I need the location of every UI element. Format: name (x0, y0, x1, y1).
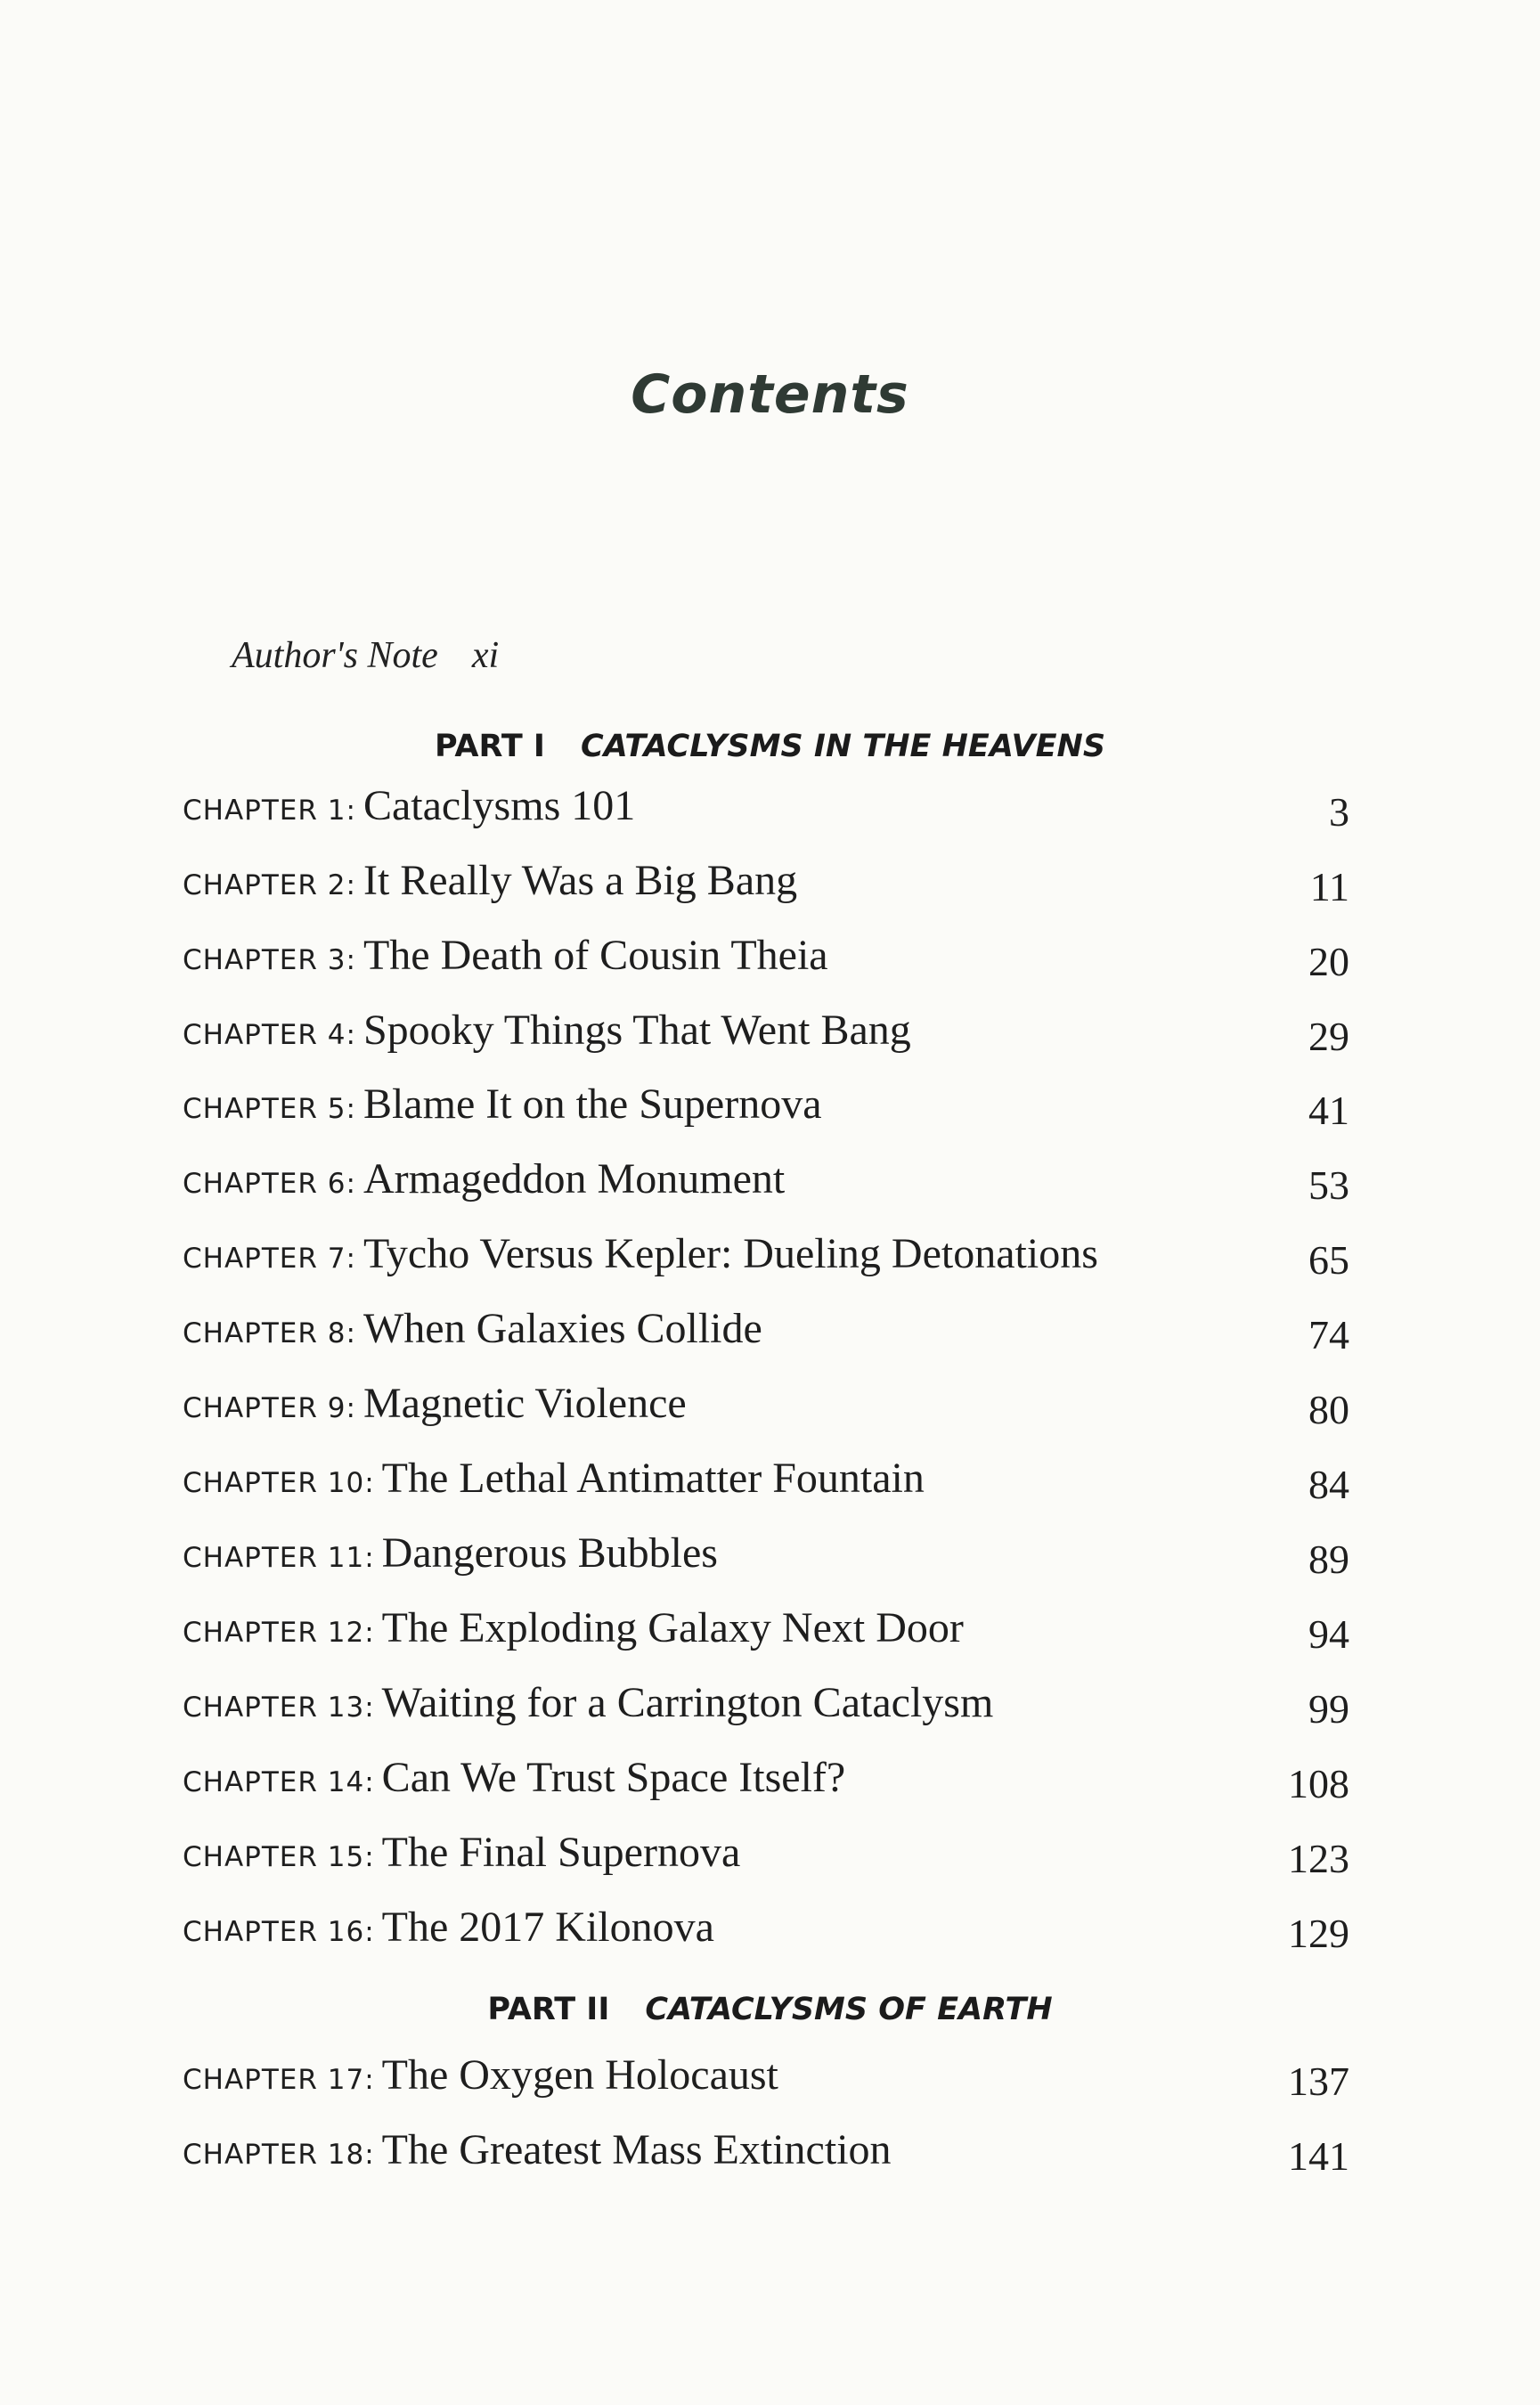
chapter-row (183, 1604, 1349, 1661)
chapter-page: 41 (1308, 1088, 1349, 1133)
chapter-label: CHAPTER 2: (183, 869, 356, 901)
chapter-row (183, 1305, 1349, 1362)
chapter-title: Magnetic Violence (363, 1380, 687, 1427)
chapter-row (183, 857, 1349, 914)
chapter-label: CHAPTER 18: (183, 2139, 375, 2171)
chapter-row (183, 1529, 1349, 1586)
chapter-label: CHAPTER 17: (183, 2064, 375, 2096)
author-note-label: Author's Note (232, 635, 438, 676)
chapter-label: CHAPTER 7: (183, 1243, 356, 1275)
chapter-title: The Exploding Galaxy Next Door (381, 1604, 964, 1651)
chapter-row (183, 1155, 1349, 1212)
chapter-label: CHAPTER 11: (183, 1542, 375, 1574)
chapter-page: 20 (1308, 939, 1349, 984)
chapter-page: 89 (1308, 1537, 1349, 1582)
chapter-page: 84 (1308, 1462, 1349, 1507)
part-number: PART II (487, 1992, 610, 2027)
chapter-page: 80 (1308, 1387, 1349, 1432)
chapter-title: Armageddon Monument (363, 1155, 786, 1202)
chapter-row (183, 1080, 1349, 1137)
chapter-label: CHAPTER 15: (183, 1841, 375, 1873)
chapter-label: CHAPTER 12: (183, 1617, 375, 1649)
chapter-page: 94 (1308, 1611, 1349, 1657)
chapter-row (183, 1754, 1349, 1811)
chapter-page: 74 (1308, 1312, 1349, 1357)
chapter-page: 129 (1288, 1911, 1349, 1956)
chapter-title: Cataclysms 101 (363, 782, 636, 829)
chapter-page: 99 (1308, 1686, 1349, 1732)
chapter-row (183, 1829, 1349, 1886)
chapter-title: Tycho Versus Kepler: Dueling Detonations (363, 1230, 1098, 1277)
chapter-title: The Death of Cousin Theia (363, 932, 828, 979)
chapter-label: CHAPTER 5: (183, 1093, 356, 1125)
chapter-label: CHAPTER 14: (183, 1766, 375, 1798)
chapter-page: 123 (1288, 1836, 1349, 1881)
chapter-row (183, 782, 1349, 839)
chapter-title: The Lethal Antimatter Fountain (381, 1455, 925, 1502)
chapter-title: Blame It on the Supernova (363, 1080, 822, 1128)
chapter-row (183, 932, 1349, 989)
chapter-row (183, 2051, 1349, 2108)
chapter-page: 53 (1308, 1162, 1349, 1208)
chapter-title: Waiting for a Carrington Cataclysm (381, 1679, 994, 1726)
page-title: Contents (631, 363, 909, 426)
chapter-page: 3 (1329, 789, 1349, 835)
chapter-title: The 2017 Kilonova (381, 1904, 714, 1951)
chapter-label: CHAPTER 1: (183, 795, 356, 827)
chapter-row (183, 1007, 1349, 1064)
chapter-row (183, 1679, 1349, 1736)
chapter-label: CHAPTER 16: (183, 1916, 375, 1948)
part-heading-2 (0, 1992, 1540, 2027)
chapter-title: It Really Was a Big Bang (363, 857, 798, 904)
chapter-title: When Galaxies Collide (363, 1305, 762, 1352)
author-note-entry (232, 634, 499, 677)
chapter-page: 108 (1288, 1761, 1349, 1806)
part-number: PART I (434, 729, 545, 764)
chapter-label: CHAPTER 9: (183, 1392, 356, 1424)
part-title: CATACLYSMS OF EARTH (645, 1992, 1053, 2027)
chapter-row (183, 1230, 1349, 1287)
chapter-page: 11 (1309, 864, 1349, 909)
part-title: CATACLYSMS IN THE HEAVENS (580, 729, 1106, 764)
chapter-label: CHAPTER 10: (183, 1467, 375, 1499)
chapter-label: CHAPTER 3: (183, 944, 356, 976)
chapter-label: CHAPTER 13: (183, 1692, 375, 1724)
chapter-row (183, 1904, 1349, 1961)
author-note-page: xi (471, 635, 500, 676)
chapter-title: The Final Supernova (381, 1829, 741, 1876)
chapter-row (183, 1455, 1349, 1512)
chapter-page: 141 (1288, 2133, 1349, 2179)
chapter-row (183, 1380, 1349, 1437)
chapter-page: 29 (1308, 1014, 1349, 1059)
chapter-title: The Oxygen Holocaust (381, 2051, 778, 2099)
part-heading-1 (0, 729, 1540, 764)
chapter-title: The Greatest Mass Extinction (381, 2126, 892, 2173)
chapter-label: CHAPTER 8: (183, 1317, 356, 1349)
chapter-title: Can We Trust Space Itself? (381, 1754, 846, 1801)
chapter-label: CHAPTER 4: (183, 1019, 356, 1051)
chapter-page: 137 (1288, 2059, 1349, 2104)
chapter-page: 65 (1308, 1237, 1349, 1283)
chapter-row (183, 2126, 1349, 2183)
chapter-title: Dangerous Bubbles (381, 1529, 718, 1577)
chapter-label: CHAPTER 6: (183, 1168, 356, 1200)
chapter-title: Spooky Things That Went Bang (363, 1007, 911, 1054)
